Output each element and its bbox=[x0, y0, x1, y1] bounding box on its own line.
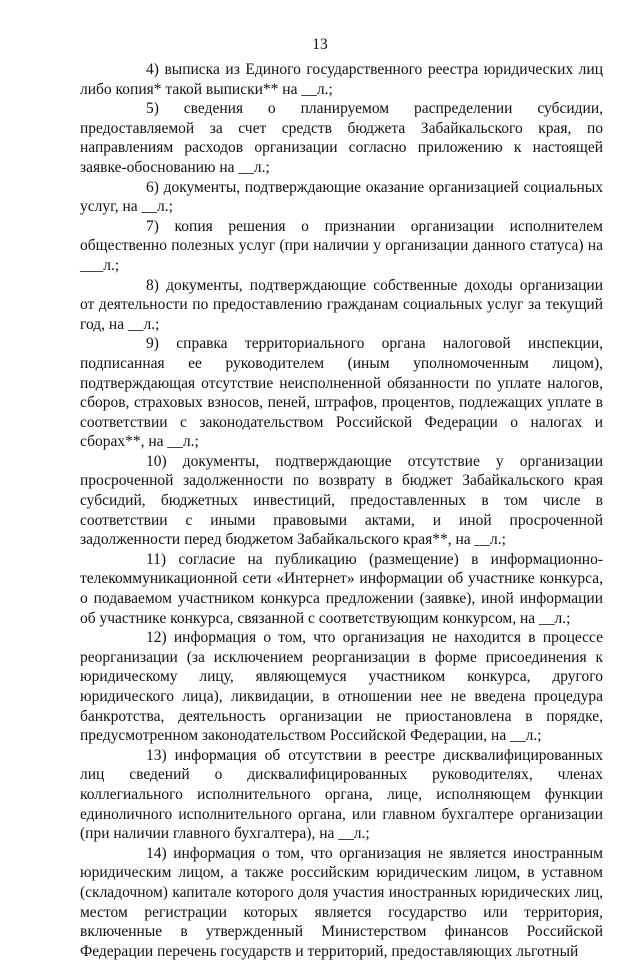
list-item-12: 12) информация о том, что организация не находится в процессе реорганизации (за исключением реорганизации в форме присоединения к юридическому лицу, являющемуся участником конкурса, другого юридического лица), ликвидации, в отношении нее не введена процедура банкротства, деятельность организации не приостановлена в порядке, предусмотренном законодательством Российской Федерации, на __л.; bbox=[80, 629, 603, 745]
list-item-6: 6) документы, подтверждающие оказание организацией социальных услуг, на __л.; bbox=[80, 178, 603, 216]
list-item-8: 8) документы, подтверждающие собственные доходы организации от деятельности по предоставлению гражданам социальных услуг за текущий год, на __л.; bbox=[80, 276, 603, 333]
document-body bbox=[80, 60, 603, 961]
list-item-9: 9) справка территориального органа налоговой инспекции, подписанная ее руководителем (иным уполномоченным лицом), подтверждающая отсутствие неисполненной обязанности по уплате налогов, сборов, страховых взносов, пеней, штрафов, процентов, подлежащих уплате в соответствии с законодательством Российской Федерации о налогах и сборах**, на __л.; bbox=[80, 335, 603, 451]
list-item-14: 14) информация о том, что организация не является иностранным юридическим лицом, а также российским юридическим лицом, в уставном (складочном) капитале которого доля участия иностранных юридических лиц, местом регистрации которых является государство или территория, включенные в утвержденный Министерством финансов Российской Федерации перечень государств и территорий, предоставляющих льготный bbox=[80, 844, 603, 960]
page-number: 13 bbox=[312, 36, 328, 53]
list-item-11: 11) согласие на публикацию (размещение) в информационно-телекоммуникационной сети «Интернет» информации об участнике конкурса, о подаваемом участником конкурса предложении (заявке), иной информации об участнике конкурса, связанной с соответствующим конкурсом, на __л.; bbox=[80, 550, 603, 627]
list-item-4: 4) выписка из Единого государственного реестра юридических лиц либо копия* такой выписки** на __л.; bbox=[80, 61, 603, 98]
list-item-5: 5) сведения о планируемом распределении субсидии, предоставляемой за счет средств бюджета Забайкальского края, по направлениям расходов организации согласно приложению к настоящей заявке-обоснованию на __л.; bbox=[80, 100, 603, 176]
list-item-13: 13) информация об отсутствии в реестре дисквалифицированных лиц сведений о дисквалифицированных руководителях, членах коллегиального исполнительного органа, лице, исполняющем функции единоличного исполнительного органа, или главном бухгалтере организации (при наличии главного бухгалтера), на __л.; bbox=[80, 746, 603, 843]
list-item-7: 7) копия решения о признании организации исполнителем общественно полезных услуг (при наличии у организации данного статуса) на ___л.; bbox=[80, 217, 603, 274]
list-item-10: 10) документы, подтверждающие отсутствие у организации просроченной задолженности по возврату в бюджет Забайкальского края субсидий, бюджетных инвестиций, предоставленных в том числе в соответствии с иными правовыми актами, и иной просроченной задолженности перед бюджетом Забайкальского края**, на __л.; bbox=[80, 452, 603, 549]
